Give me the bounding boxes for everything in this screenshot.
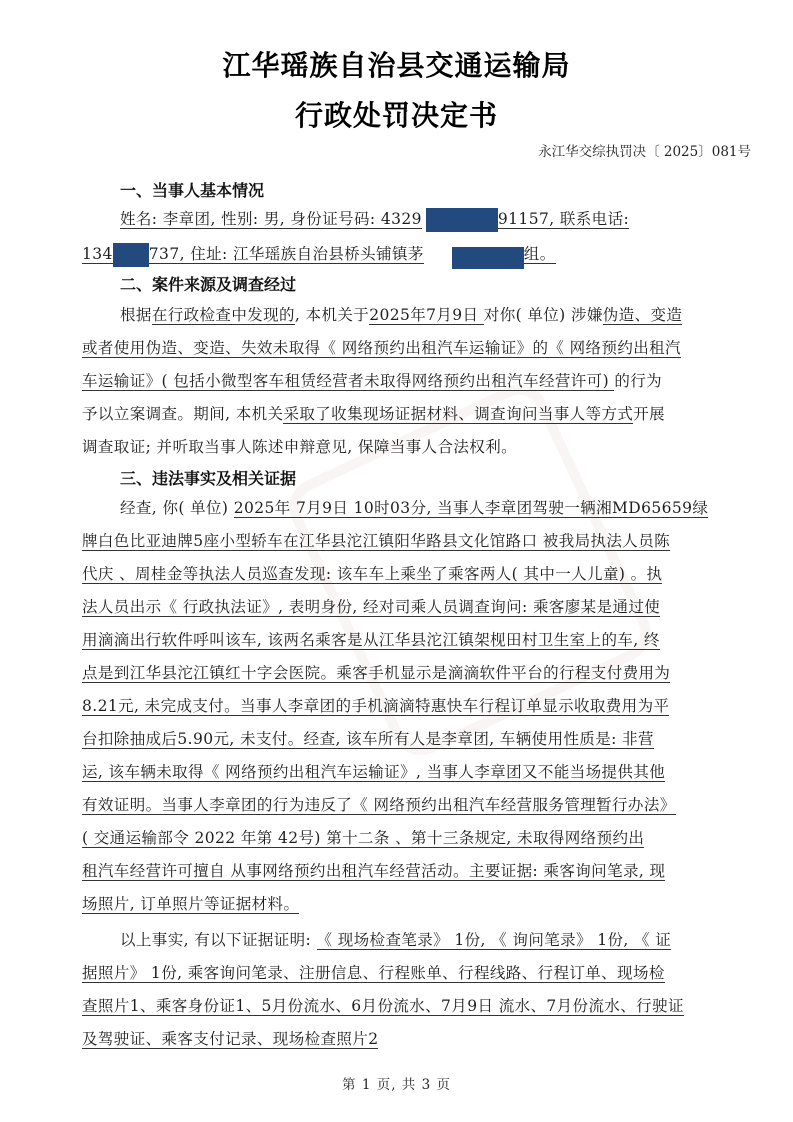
violation-fact-line [82,893,299,917]
text-segment: 的行为 [614,372,663,390]
text-segment: 查照片1、乘客身份证1、5月份流水、6月份流水、7月9日 流水、7月份流水、行驶证 [82,997,684,1015]
section-heading-violation-facts: 三、违法事实及相关证据 [120,469,297,488]
text-segment: 据照片》 1份, 乘客询问笔录、注册信息、行程账单、行程线路、行程订单、现场检 [82,964,665,982]
text-segment: 伪造、变造 [602,306,683,324]
violation-fact-line [82,860,665,884]
text-segment: 或者使用伪造、变造、失效未取得《 网络预约出租汽车运输证》的《 网络预约出租汽 [82,339,681,357]
text-segment: 开展 [633,405,666,423]
text-segment: ( 交通运输部令 2022 年第 42号) 第十二条 、第十三条规定, 未取得网络预约出 [82,829,645,847]
violation-fact-line [82,761,665,785]
text-segment: 点是到江华县沱江镇红十字会医院。乘客手机显示是滴滴软件平台的行程支付费用为 [82,664,671,682]
text-segment: 及驾驶证、乘客支付记录、现场检查照片2 [82,1030,379,1048]
violation-fact-line [120,497,708,521]
section-heading-party-info: 一、当事人基本情况 [120,181,265,200]
document-title: 行政处罚决定书 [294,99,498,132]
party-info-line-2 [82,241,556,265]
text-segment: 予以立案调查。期间, 本机关 [82,405,284,423]
text-segment: 2025年 7月9日 10时03分, 当事人李章团驾驶一辆湘MD65659绿 [233,499,709,517]
text-segment: 采取了收集现场证据材料、调查询问当事人等方式 [283,405,634,423]
violation-fact-line [82,695,669,719]
case-source-line [82,337,681,361]
violation-fact-line [82,662,670,686]
violation-fact-line [82,629,660,653]
text-segment: 调查取证; 并听取当事人陈述申辩意见, 保障当事人合法权利。 [82,438,518,456]
text-segment: 《 现场检查笔录》 1份, 《 询问笔录》 1份, 《 证 [316,931,672,949]
violation-fact-line [82,596,660,620]
party-phone-tail-address: 737, 住址: 江华瑶族自治县桥头铺镇茅 [148,245,424,263]
party-id-tail-phone-label: 91157, 联系电话: [497,210,630,228]
text-segment: 根据 [120,306,152,324]
text-segment: 用滴滴出行软件呼叫该车, 该两名乘客是从江华县沱江镇架枧田村卫生室上的车, 终 [82,631,660,649]
party-name-gender-id: 姓名: 李章团, 性别: 男, 身份证号码: 4329 [120,210,422,228]
text-segment: 对你( 单位) 涉嫌 [483,306,603,324]
violation-fact-line [82,563,662,587]
text-segment: 牌白色比亚迪牌5座小型轿车在江华县沱江镇阳华路县文化馆路口 被我局执法人员陈 [82,532,670,550]
redacted-id-block [426,208,498,232]
redacted-phone-block [113,243,149,267]
case-source-line [82,403,665,427]
violation-fact-line [82,530,670,554]
text-segment: 场照片, 订单照片等证据材料。 [82,895,300,913]
violation-fact-line [82,827,644,851]
page-number: 第 1 页, 共 3 页 [342,1077,451,1093]
text-segment: 经查, 你( 单位) [120,499,234,517]
party-address-tail: 组。 [523,245,556,263]
text-segment: 租汽车经营许可擅自 从事网络预约出租汽车经营活动。主要证据: 乘客询问笔录, 现 [82,862,666,880]
text-segment: 车运输证》( 包括小微型客车租赁经营者未取得网络预约出租汽车经营许可) [82,372,615,390]
text-segment: 以上事实, 有以下证据证明: [120,931,317,949]
evidence-line [82,1028,378,1052]
text-segment: 8.21元, 未完成支付。当事人李章团的手机滴滴特惠快车行程订单显示收取费用为平 [82,697,670,715]
text-segment: 代庆 、周桂金等执法人员巡查发现: 该车车上乘坐了乘客两人( 其中一人儿童) 。执 [82,565,663,583]
party-info-line-1 [120,208,629,232]
text-segment: , 本机关于 [294,306,370,324]
org-title: 江华瑶族自治县交通运输局 [222,49,571,82]
document-number: 永江华交综执罚决〔 2025〕081号 [538,144,751,160]
section-heading-case-source: 二、案件来源及调查经过 [120,275,297,294]
violation-fact-line [82,794,676,818]
text-segment: 运, 该车辆未取得《 网络预约出租汽车运输证》, 当事人李章团又不能当场提供其他 [82,763,666,781]
case-source-line [120,304,682,328]
evidence-line [82,962,665,986]
evidence-line [120,929,671,953]
text-segment: 台扣除抽成后5.90元, 未支付。经查, 该车所有人是李章团, 车辆使用性质是: 非营 [82,730,654,748]
text-segment: 在行政检查中发现的 [151,306,295,324]
violation-fact-line [82,728,654,752]
evidence-line [82,995,684,1019]
case-source-line [82,370,662,394]
case-source-line [82,436,517,460]
text-segment: 2025年7月9日 [369,306,484,324]
text-segment: 法人员出示《 行政执法证》, 表明身份, 经对司乘人员调查询问: 乘客廖某是通过使 [82,598,661,616]
redacted-address-block [452,247,524,269]
party-phone-prefix: 134 [82,245,113,263]
text-segment: 有效证明。当事人李章团的行为违反了《 网络预约出租汽车经营服务管理暂行办法》 [82,796,676,814]
